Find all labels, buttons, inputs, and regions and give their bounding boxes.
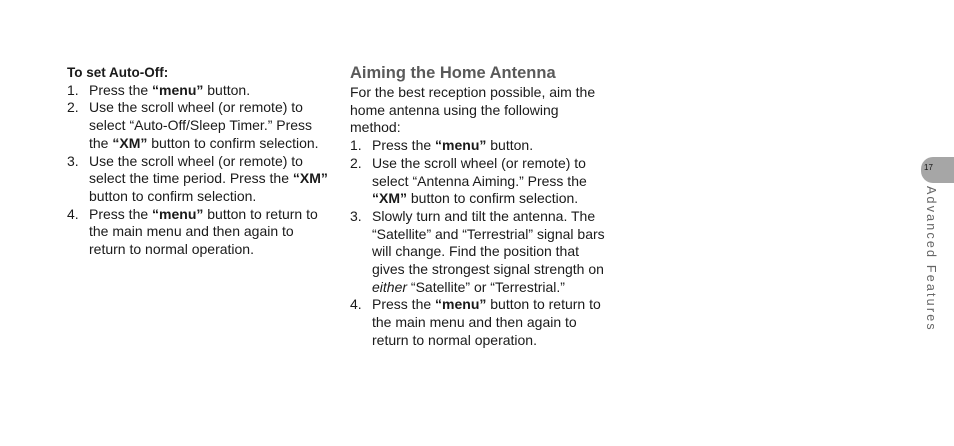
step-number: 4. (350, 296, 362, 313)
list-item (350, 137, 612, 155)
step-key: “menu” (435, 137, 487, 154)
intro-text: For the best reception possible, aim the home antenna using the following method: (350, 84, 596, 136)
step-number: 2. (350, 154, 362, 171)
step-emphasis: either (372, 278, 408, 295)
step-key: “XM” (292, 170, 328, 187)
step-text: button. (203, 81, 251, 98)
step-text: Press the (89, 205, 153, 222)
auto-off-heading: To set Auto-Off: (67, 65, 169, 80)
step-text: “Satellite” or “Terrestrial.” (407, 278, 565, 295)
list-item (67, 82, 329, 100)
step-key: “menu” (152, 205, 204, 222)
step-text: Press the (372, 296, 436, 313)
list-item (67, 153, 329, 206)
step-text: Use the scroll wheel (or remote) to select the time period. Press the (89, 152, 303, 187)
step-text: Press the (372, 137, 436, 154)
step-text: button to confirm selection. (407, 190, 579, 207)
list-item (350, 155, 612, 208)
antenna-steps (350, 137, 612, 349)
list-item (67, 99, 329, 152)
step-text: Slowly turn and tilt the antenna. The “Satellite” and “Terrestrial” signal bars will change. Find the position that gives the strongest signal strength on (372, 207, 605, 278)
step-number: 1. (67, 81, 79, 98)
section-title: Aiming the Home Antenna (350, 64, 556, 82)
step-key: “menu” (152, 81, 204, 98)
step-text: Use the scroll wheel (or remote) to select “Antenna Aiming.” Press the (372, 154, 587, 189)
step-text: button to return to the main menu and then again to return to normal operation. (89, 205, 318, 258)
antenna-section (350, 63, 612, 350)
list-item (67, 206, 329, 259)
step-number: 3. (350, 207, 362, 224)
step-number: 2. (67, 99, 79, 116)
chapter-label: Advanced Features (924, 186, 938, 332)
step-key: “XM” (372, 190, 407, 207)
page-number: 17 (924, 163, 933, 172)
auto-off-steps (67, 82, 329, 259)
step-text: Press the (89, 81, 153, 98)
step-number: 1. (350, 137, 362, 154)
step-text: button to confirm selection. (147, 134, 319, 151)
step-text: button to return to the main menu and then again to return to normal operation. (372, 296, 601, 348)
step-number: 3. (67, 152, 79, 169)
step-text: button to confirm selection. (89, 187, 257, 204)
step-number: 4. (67, 205, 79, 222)
step-text: button. (486, 137, 534, 154)
step-text: Use the scroll wheel (or remote) to select “Auto-Off/Sleep Timer.” Press the (89, 99, 313, 151)
step-key: “menu” (435, 296, 487, 313)
list-item (350, 296, 612, 349)
auto-off-section (67, 64, 329, 259)
list-item (350, 208, 612, 297)
step-key: “XM” (112, 134, 148, 151)
